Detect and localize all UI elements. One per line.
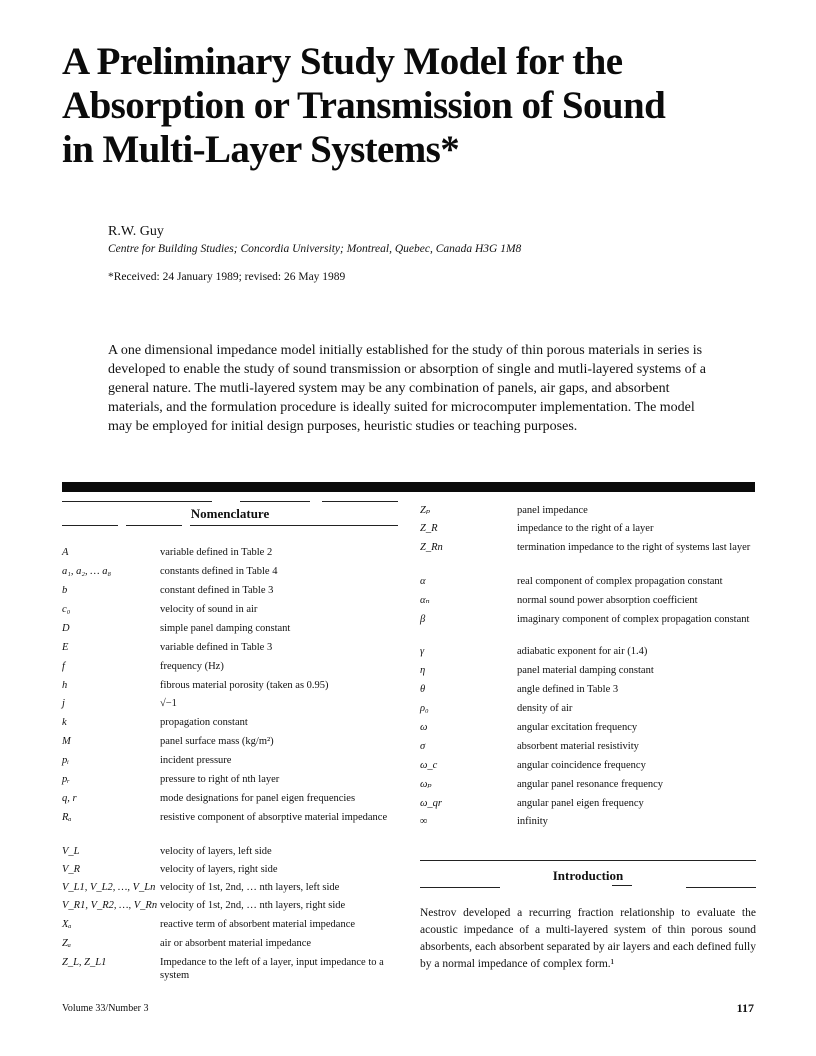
nomenclature-entry bbox=[420, 594, 757, 607]
nomenclature-symbol: h bbox=[62, 680, 68, 691]
journal-volume: Volume 33/Number 3 bbox=[62, 1003, 149, 1014]
nomenclature-definition: reactive term of absorbent material impedance bbox=[160, 919, 356, 930]
nomenclature-definition: angle defined in Table 3 bbox=[517, 684, 619, 695]
nomenclature-entry bbox=[62, 679, 400, 692]
nomenclature-rule-bottom-1 bbox=[62, 525, 118, 526]
nomenclature-definition: simple panel damping constant bbox=[160, 623, 291, 634]
abstract: A one dimensional impedance model initially established for the study of thin porous materials in series is developed to enable the study of sound transmission or absorption of single and mutli-layered systems of a general nature. The mutli-layered system may be any combination of panels, air gaps, and absorbent materials, and the formulation procedure is ideally suited for microcomputer implementation. The model may be employed for initial design purposes, heuristic studies or teaching purposes. bbox=[108, 343, 706, 434]
nomenclature-definition: √−1 bbox=[160, 698, 177, 709]
nomenclature-symbol: θ bbox=[420, 684, 426, 695]
nomenclature-symbol: ω_qr bbox=[420, 798, 442, 809]
nomenclature-definition: impedance to the right of a layer bbox=[517, 523, 654, 534]
section-divider-bar bbox=[62, 482, 755, 492]
nomenclature-entry bbox=[62, 863, 400, 876]
nomenclature-definition: velocity of 1st, 2nd, … nth layers, right side bbox=[160, 900, 346, 911]
nomenclature-symbol: ρ₀ bbox=[420, 703, 429, 714]
nomenclature-symbol: V_L1, V_L2, …, V_Ln bbox=[62, 882, 156, 893]
nomenclature-entry bbox=[62, 754, 400, 767]
nomenclature-heading: Nomenclature bbox=[190, 506, 270, 521]
nomenclature-definition: pressure to right of nth layer bbox=[160, 774, 280, 785]
nomenclature-symbol: σ bbox=[420, 741, 426, 752]
nomenclature-definition: imaginary component of complex propagation constant bbox=[517, 614, 750, 625]
nomenclature-entry bbox=[420, 702, 757, 715]
nomenclature-symbol: η bbox=[420, 665, 426, 676]
nomenclature-entry bbox=[62, 792, 400, 805]
nomenclature-symbol: Zₚ bbox=[420, 505, 431, 516]
title-line-2: Absorption or Transmission of Sound bbox=[62, 84, 666, 127]
nomenclature-definition: panel material damping constant bbox=[517, 665, 654, 676]
nomenclature-symbol: α bbox=[420, 576, 426, 587]
nomenclature-symbol: Rₐ bbox=[62, 812, 72, 823]
nomenclature-entry bbox=[420, 522, 757, 535]
nomenclature-entry bbox=[62, 881, 400, 894]
introduction-heading: Introduction bbox=[552, 868, 624, 883]
nomenclature-definition: velocity of layers, left side bbox=[160, 846, 272, 857]
nomenclature-rule-bottom-3 bbox=[190, 525, 398, 526]
nomenclature-symbol: ω bbox=[420, 722, 428, 733]
nomenclature-entry bbox=[62, 697, 400, 710]
nomenclature-symbol: a₁, a₂, … a₈ bbox=[62, 566, 112, 577]
title-line-3: in Multi-Layer Systems* bbox=[62, 128, 460, 171]
nomenclature-symbol: b bbox=[62, 585, 68, 596]
nomenclature-rule-top-3 bbox=[322, 501, 398, 502]
nomenclature-symbol: A bbox=[62, 547, 69, 558]
received-dates: *Received: 24 January 1989; revised: 26 May 1989 bbox=[108, 271, 346, 283]
nomenclature-definition: panel surface mass (kg/m²) bbox=[160, 736, 274, 747]
nomenclature-entry bbox=[62, 584, 400, 597]
nomenclature-entry bbox=[62, 956, 400, 982]
nomenclature-rule-bottom-2 bbox=[126, 525, 182, 526]
nomenclature-definition: angular excitation frequency bbox=[517, 722, 638, 733]
introduction-rule-top bbox=[420, 860, 756, 861]
nomenclature-definition: variable defined in Table 3 bbox=[160, 642, 273, 653]
nomenclature-entry bbox=[420, 721, 757, 734]
nomenclature-definition: variable defined in Table 2 bbox=[160, 547, 273, 558]
nomenclature-definition: air or absorbent material impedance bbox=[160, 938, 312, 949]
nomenclature-definition: velocity of sound in air bbox=[160, 604, 258, 615]
page-number: 117 bbox=[736, 1001, 754, 1015]
nomenclature-symbol: Xₐ bbox=[62, 919, 72, 930]
nomenclature-symbol: M bbox=[62, 736, 71, 747]
nomenclature-entry bbox=[62, 546, 400, 559]
nomenclature-rule-top-1 bbox=[62, 501, 212, 502]
nomenclature-symbol: V_R1, V_R2, …, V_Rn bbox=[62, 900, 158, 911]
nomenclature-entry bbox=[420, 797, 757, 810]
nomenclature-entry bbox=[62, 773, 400, 786]
nomenclature-entry bbox=[62, 641, 400, 654]
nomenclature-symbol: k bbox=[62, 717, 67, 728]
nomenclature-symbol: V_R bbox=[62, 864, 81, 875]
nomenclature-entry bbox=[62, 622, 400, 635]
nomenclature-entry bbox=[62, 565, 400, 578]
nomenclature-entry bbox=[420, 645, 757, 658]
introduction-rule-bottom-2 bbox=[612, 885, 632, 886]
nomenclature-entry bbox=[420, 664, 757, 677]
author-name: R.W. Guy bbox=[108, 224, 164, 239]
nomenclature-definition: constants defined in Table 4 bbox=[160, 566, 278, 577]
nomenclature-definition: resistive component of absorptive material impedance bbox=[160, 812, 388, 823]
nomenclature-entry bbox=[62, 660, 400, 673]
nomenclature-definition: panel impedance bbox=[517, 505, 588, 516]
nomenclature-definition: density of air bbox=[517, 703, 573, 714]
nomenclature-entry bbox=[62, 845, 400, 858]
nomenclature-symbol: c₀ bbox=[62, 604, 71, 615]
nomenclature-entry bbox=[420, 575, 757, 588]
nomenclature-definition: infinity bbox=[517, 816, 548, 827]
nomenclature-entry bbox=[420, 504, 757, 517]
nomenclature-symbol: ∞ bbox=[420, 816, 428, 827]
nomenclature-symbol: ω_c bbox=[420, 760, 438, 771]
nomenclature-entry bbox=[62, 603, 400, 616]
nomenclature-symbol: Z_Rn bbox=[420, 542, 443, 553]
nomenclature-entry bbox=[62, 899, 400, 912]
nomenclature-symbol: Z_R bbox=[420, 523, 438, 534]
nomenclature-symbol: V_L bbox=[62, 846, 80, 857]
nomenclature-entry bbox=[420, 815, 757, 828]
nomenclature-symbol: ωₚ bbox=[420, 779, 432, 790]
nomenclature-symbol: D bbox=[62, 623, 70, 634]
nomenclature-definition: fibrous material porosity (taken as 0.95) bbox=[160, 680, 329, 691]
nomenclature-definition: angular panel eigen frequency bbox=[517, 798, 644, 809]
nomenclature-definition: frequency (Hz) bbox=[160, 661, 224, 672]
nomenclature-definition: velocity of 1st, 2nd, … nth layers, left side bbox=[160, 882, 340, 893]
nomenclature-entry bbox=[62, 918, 400, 931]
introduction-paragraph: Nestrov developed a recurring fraction relationship to evaluate the acoustic impedance of a multi-layered system of thin porous sound absorbents, each absorbent separated by air layers and each defined fully by a normal impedance of complex form.¹ bbox=[420, 907, 756, 970]
nomenclature-entry bbox=[62, 716, 400, 729]
nomenclature-entry bbox=[420, 541, 757, 554]
nomenclature-entry bbox=[420, 740, 757, 753]
nomenclature-definition: adiabatic exponent for air (1.4) bbox=[517, 646, 648, 657]
nomenclature-symbol: pᵢ bbox=[62, 755, 69, 766]
paper-title bbox=[62, 40, 762, 172]
introduction-rule-bottom-3 bbox=[686, 887, 756, 888]
nomenclature-symbol: q, r bbox=[62, 793, 77, 804]
nomenclature-definition: velocity of layers, right side bbox=[160, 864, 278, 875]
nomenclature-definition: propagation constant bbox=[160, 717, 248, 728]
nomenclature-entry bbox=[420, 613, 757, 626]
nomenclature-rule-top-2 bbox=[240, 501, 310, 502]
title-line-1: A Preliminary Study Model for the bbox=[62, 40, 623, 83]
nomenclature-symbol: αₙ bbox=[420, 595, 430, 606]
nomenclature-definition: incident pressure bbox=[160, 755, 232, 766]
nomenclature-entry bbox=[420, 683, 757, 696]
nomenclature-symbol: f bbox=[62, 661, 65, 672]
nomenclature-entry bbox=[62, 811, 400, 824]
nomenclature-definition: absorbent material resistivity bbox=[517, 741, 639, 752]
nomenclature-symbol: pᵣ bbox=[62, 774, 70, 785]
nomenclature-definition: constant defined in Table 3 bbox=[160, 585, 274, 596]
nomenclature-entry bbox=[420, 759, 757, 772]
author-affiliation: Centre for Building Studies; Concordia University; Montreal, Quebec, Canada H3G 1M8 bbox=[108, 243, 522, 255]
nomenclature-definition: mode designations for panel eigen frequencies bbox=[160, 793, 356, 804]
nomenclature-symbol: Z_L, Z_L1 bbox=[62, 957, 107, 968]
nomenclature-symbol: E bbox=[62, 642, 69, 653]
nomenclature-definition: normal sound power absorption coefficient bbox=[517, 595, 698, 606]
nomenclature-entry bbox=[62, 937, 400, 950]
nomenclature-symbol: j bbox=[62, 698, 65, 709]
nomenclature-definition: Impedance to the left of a layer, input impedance to a system bbox=[160, 957, 384, 981]
nomenclature-symbol: β bbox=[420, 614, 426, 625]
nomenclature-definition: angular panel resonance frequency bbox=[517, 779, 664, 790]
nomenclature-definition: angular coincidence frequency bbox=[517, 760, 646, 771]
nomenclature-definition: real component of complex propagation constant bbox=[517, 576, 723, 587]
nomenclature-definition: termination impedance to the right of systems last layer bbox=[517, 542, 751, 553]
nomenclature-entry bbox=[420, 778, 757, 791]
nomenclature-symbol: Zₐ bbox=[62, 938, 71, 949]
nomenclature-entry bbox=[62, 735, 400, 748]
introduction-rule-bottom-1 bbox=[420, 887, 500, 888]
nomenclature-symbol: γ bbox=[420, 646, 425, 657]
